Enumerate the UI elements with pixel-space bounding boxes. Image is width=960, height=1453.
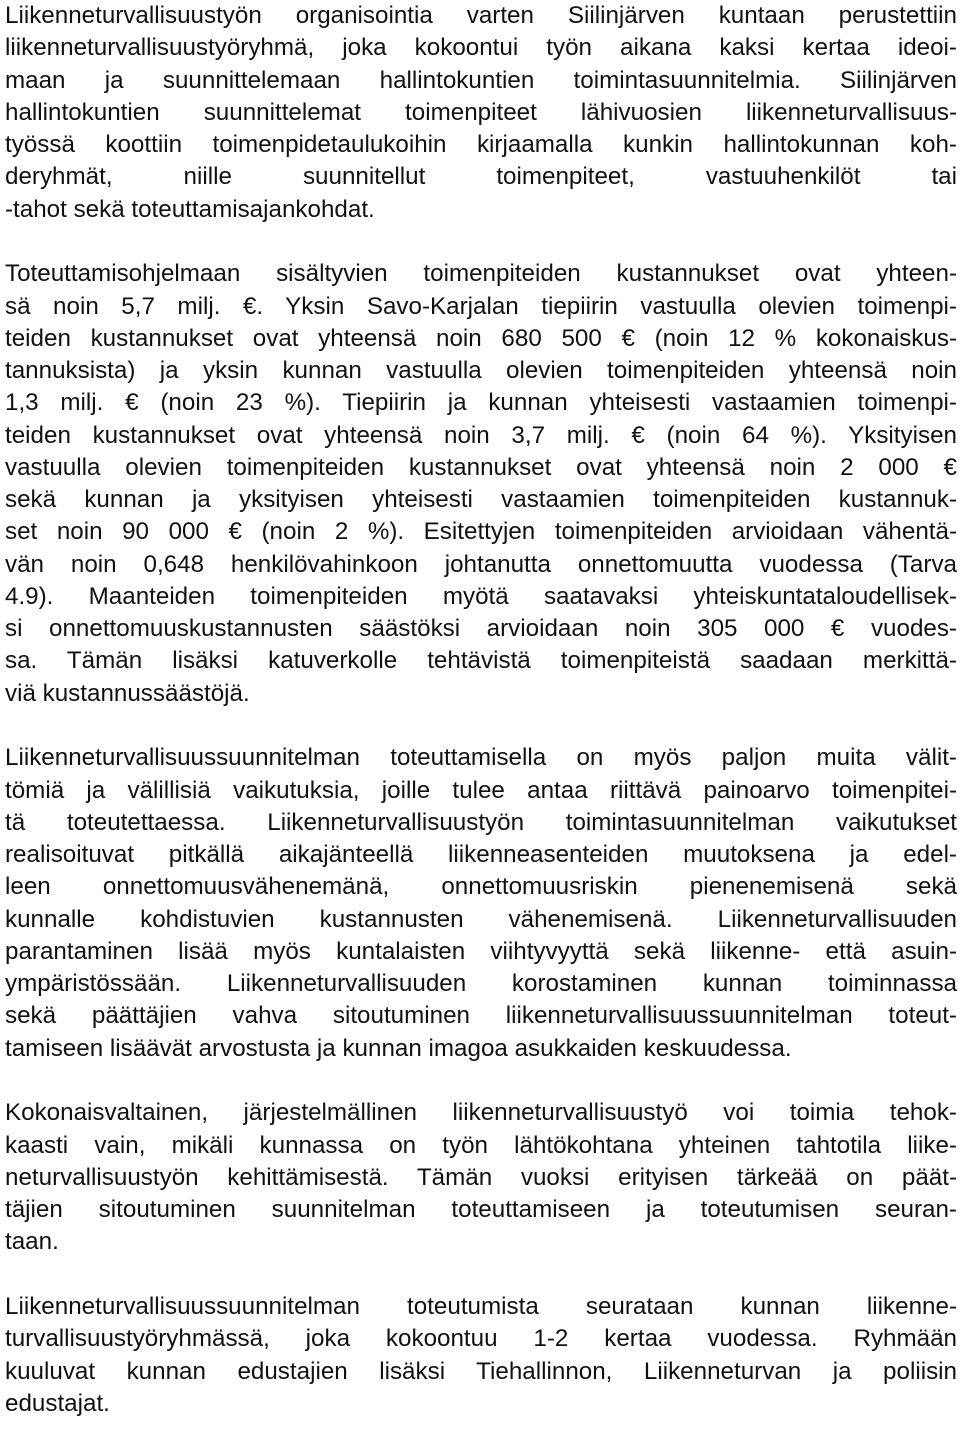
text-line: taan. — [5, 1228, 59, 1256]
text-line: sekä päättäjien vahva sitoutuminen liikenneturvallisuussuunnitelman toteut- — [5, 1002, 957, 1030]
text-line: parantaminen lisää myös kuntalaisten viihtyvyyttä sekä liikenne- että asuin- — [5, 937, 957, 965]
paragraph-4 — [5, 1097, 957, 1258]
text-line: vän noin 0,648 henkilövahinkoon johtanutta onnettomuutta vuodessa (Tarva — [5, 550, 957, 578]
text-line: 4.9). Maanteiden toimenpiteiden myötä saatavaksi yhteiskuntataloudellisek- — [5, 582, 957, 610]
text-line: tömiä ja välillisiä vaikutuksia, joille tulee antaa riittävä painoarvo toimenpitei- — [5, 776, 957, 804]
text-line: maan ja suunnittelemaan hallintokuntien toimintasuunnitelmia. Siilinjärven — [5, 66, 957, 94]
text-line: työssä koottiin toimenpidetaulukoihin kirjaamalla kunkin hallintokunnan koh- — [5, 131, 957, 158]
text-line: hallintokuntien suunnittelemat toimenpiteet lähivuosien liikenneturvallisuus- — [5, 98, 957, 126]
text-line: Kokonaisvaltainen, järjestelmällinen liikenneturvallisuustyö voi toimia tehok- — [5, 1099, 957, 1127]
paragraph-2 — [5, 258, 957, 710]
text-line: Liikenneturvallisuussuunnitelman toteuttamisella on myös paljon muita välit- — [5, 744, 957, 772]
text-line: kuuluvat kunnan edustajien lisäksi Tiehallinnon, Liikenneturvan ja poliisin — [5, 1357, 957, 1385]
text-line: Toteuttamisohjelmaan sisältyvien toimenpiteiden kustannukset ovat yhteen- — [5, 260, 957, 288]
paragraph-1 — [5, 0, 957, 226]
text-line: tä toteutettaessa. Liikenneturvallisuustyön toimintasuunnitelman vaikutukset — [5, 808, 957, 836]
document-page — [5, 0, 957, 1453]
text-line: leen onnettomuusvähenemänä, onnettomuusriskin pienenemisenä sekä — [5, 873, 957, 901]
text-line: liikenneturvallisuustyöryhmä, joka kokoontui työn aikana kaksi kertaa ideoi- — [5, 34, 957, 62]
text-line: turvallisuustyöryhmässä, joka kokoontuu 1-2 kertaa vuodessa. Ryhmään — [5, 1325, 957, 1353]
text-line: kaasti vain, mikäli kunnassa on työn lähtökohtana yhteinen tahtotila liike- — [5, 1131, 957, 1159]
text-line: realisoituvat pitkällä aikajänteellä liikenneasenteiden muutoksena ja edel- — [5, 841, 957, 868]
text-line: sa. Tämän lisäksi katuverkolle tehtävistä toimenpiteistä saadaan merkittä- — [5, 647, 957, 675]
text-line: neturvallisuustyön kehittämisestä. Tämän vuoksi erityisen tärkeää on päät- — [5, 1163, 957, 1191]
text-line: ympäristössään. Liikenneturvallisuuden korostaminen kunnan toiminnassa — [5, 970, 957, 997]
text-line: tamiseen lisäävät arvostusta ja kunnan imagoa asukkaiden keskuudessa. — [5, 1034, 792, 1062]
text-line: 1,3 milj. € (noin 23 %). Tiepiirin ja kunnan yhteisesti vastaamien toimenpi- — [5, 389, 957, 417]
text-line: teiden kustannukset ovat yhteensä noin 680 500 € (noin 12 % kokonaiskus- — [5, 324, 957, 352]
text-line: Liikenneturvallisuustyön organisointia varten Siilinjärven kuntaan perustettiin — [5, 2, 957, 29]
paragraph-5 — [5, 1291, 957, 1420]
text-line: viä kustannussäästöjä. — [5, 679, 250, 707]
text-line: vastuulla olevien toimenpiteiden kustannukset ovat yhteensä noin 2 000 € — [5, 453, 957, 481]
text-line: edustajat. — [5, 1389, 110, 1417]
text-line: -tahot sekä toteuttamisajankohdat. — [5, 195, 375, 223]
text-line: sekä kunnan ja yksityisen yhteisesti vastaamien toimenpiteiden kustannuk- — [5, 486, 957, 513]
paragraph-3 — [5, 742, 957, 1065]
text-line: Liikenneturvallisuussuunnitelman toteutumista seurataan kunnan liikenne- — [5, 1293, 957, 1320]
text-line: kunnalle kohdistuvien kustannusten vähenemisenä. Liikenneturvallisuuden — [5, 905, 957, 933]
text-line: set noin 90 000 € (noin 2 %). Esitettyjen toimenpiteiden arvioidaan vähentä- — [5, 518, 957, 546]
text-line: si onnettomuuskustannusten säästöksi arvioidaan noin 305 000 € vuodes- — [5, 615, 957, 642]
text-line: täjien sitoutuminen suunnitelman toteuttamiseen ja toteutumisen seuran- — [5, 1196, 957, 1223]
text-line: sä noin 5,7 milj. €. Yksin Savo-Karjalan tiepiirin vastuulla olevien toimenpi- — [5, 292, 957, 320]
text-line: teiden kustannukset ovat yhteensä noin 3,7 milj. € (noin 64 %). Yksityisen — [5, 421, 957, 449]
text-line: deryhmät, niille suunnitellut toimenpiteet, vastuuhenkilöt tai — [5, 163, 957, 191]
text-line: tannuksista) ja yksin kunnan vastuulla olevien toimenpiteiden yhteensä noin — [5, 357, 957, 384]
